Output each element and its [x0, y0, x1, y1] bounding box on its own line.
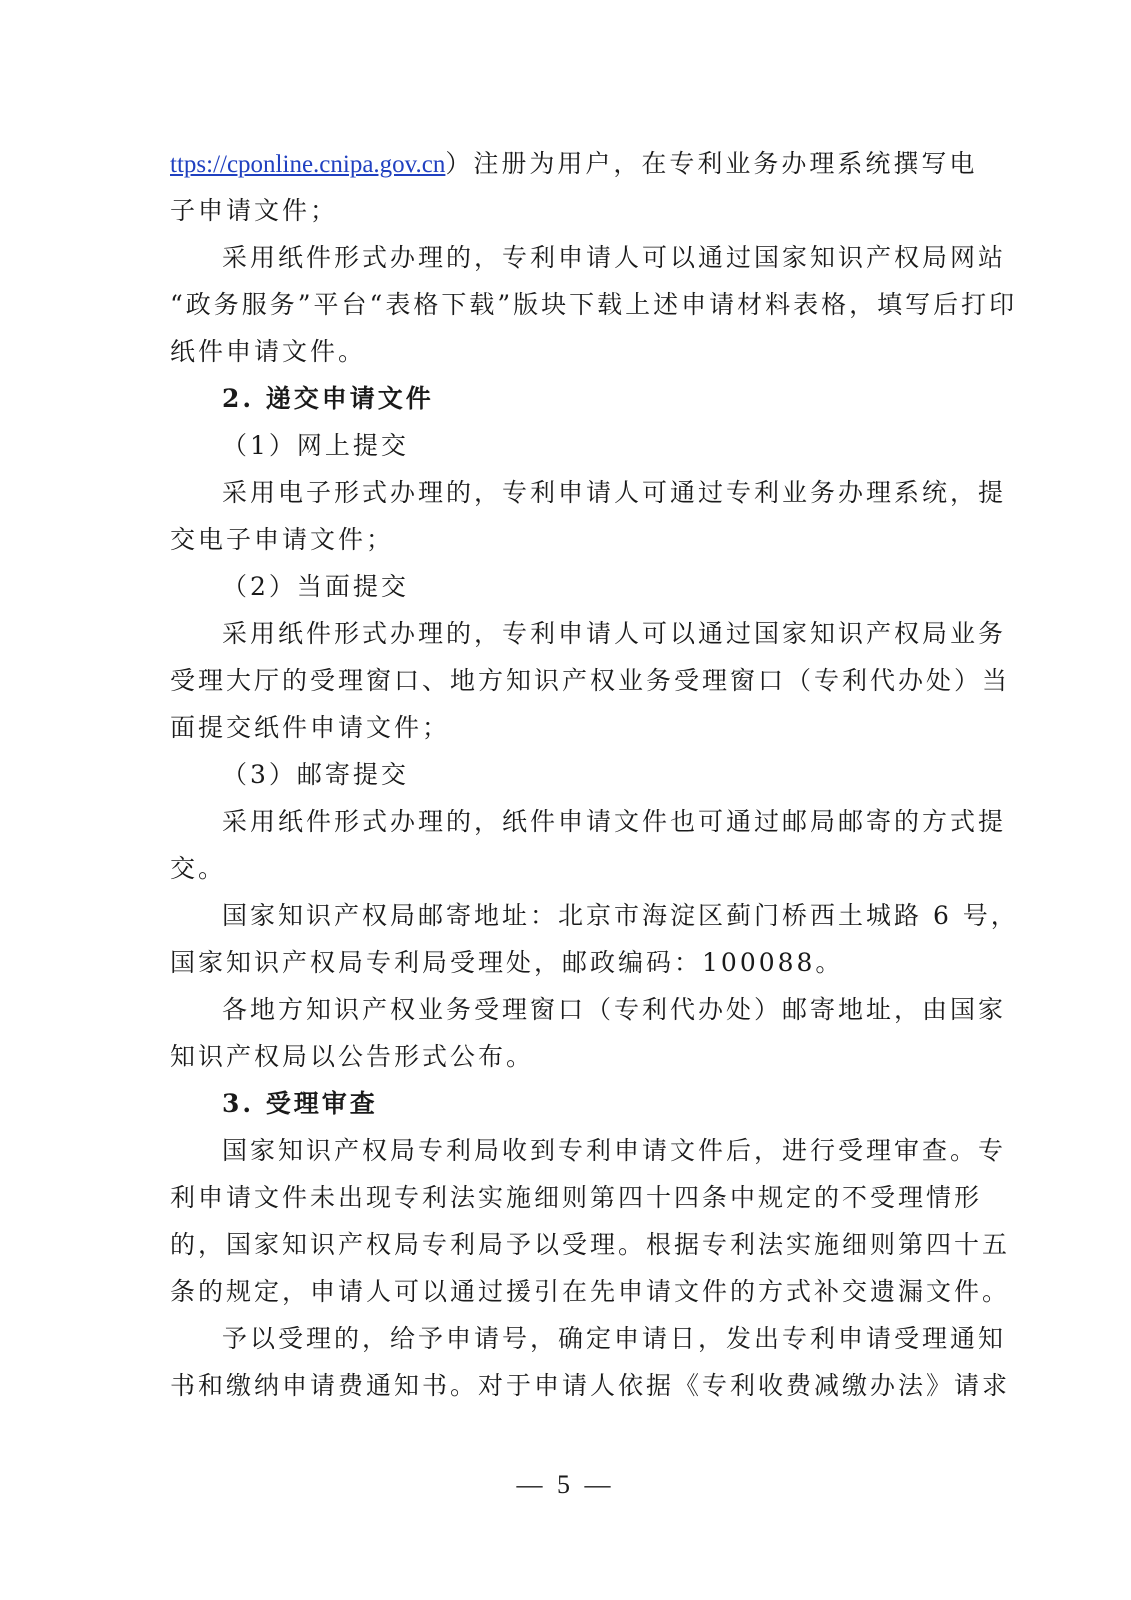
text-line: 的，国家知识产权局专利局予以受理。根据专利法实施细则第四十五 — [170, 1230, 1011, 1259]
text-line: 采用纸件形式办理的，专利申请人可以通过国家知识产权局业务 — [222, 619, 1007, 648]
text-line: 受理大厅的受理窗口、地方知识产权业务受理窗口（专利代办处）当 — [170, 666, 1011, 695]
text-line: 知识产权局以公告形式公布。 — [170, 1042, 535, 1071]
text-line: 采用纸件形式办理的，专利申请人可以通过国家知识产权局网站 — [222, 243, 1007, 272]
section-heading: 3. 受理审查 — [222, 1089, 378, 1118]
text-line: 采用纸件形式办理的，纸件申请文件也可通过邮局邮寄的方式提 — [222, 807, 1007, 836]
text-span: ）注册为用户，在专利业务办理系统撰写电 — [445, 149, 978, 178]
text-line: “政务服务”平台“表格下载”版块下载上述申请材料表格，填写后打印 — [170, 290, 1018, 319]
cponline-link[interactable]: ttps://cponline.cnipa.gov.cn — [170, 151, 446, 178]
subsection-heading: （1）网上提交 — [222, 431, 409, 460]
text-line: 子申请文件； — [170, 196, 339, 225]
section-heading: 2. 递交申请文件 — [222, 384, 434, 413]
text-line — [170, 140, 978, 187]
document-body — [170, 140, 1019, 1409]
text-line: 面提交纸件申请文件； — [170, 713, 451, 742]
text-line: 国家知识产权局专利局收到专利申请文件后，进行受理审查。专 — [222, 1136, 1007, 1165]
text-line: 予以受理的，给予申请号，确定申请日，发出专利申请受理通知 — [222, 1324, 1007, 1353]
text-line: 纸件申请文件。 — [170, 337, 367, 366]
text-line: 采用电子形式办理的，专利申请人可通过专利业务办理系统，提 — [222, 478, 1007, 507]
text-line: 交电子申请文件； — [170, 525, 395, 554]
text-line: 国家知识产权局专利局受理处，邮政编码：100088。 — [170, 948, 844, 977]
subsection-heading: （3）邮寄提交 — [222, 760, 409, 789]
text-line: 利申请文件未出现专利法实施细则第四十四条中规定的不受理情形 — [170, 1183, 983, 1212]
text-line: 书和缴纳申请费通知书。对于申请人依据《专利收费减缴办法》请求 — [170, 1371, 1011, 1400]
page-number: — 5 — — [516, 1470, 615, 1499]
text-line: 国家知识产权局邮寄地址：北京市海淀区蓟门桥西土城路 6 号， — [222, 901, 1019, 930]
text-line: 条的规定，申请人可以通过援引在先申请文件的方式补交遗漏文件。 — [170, 1277, 1011, 1306]
text-line: 交。 — [170, 854, 227, 883]
text-line: 各地方知识产权业务受理窗口（专利代办处）邮寄地址，由国家 — [222, 995, 1007, 1024]
subsection-heading: （2）当面提交 — [222, 572, 409, 601]
